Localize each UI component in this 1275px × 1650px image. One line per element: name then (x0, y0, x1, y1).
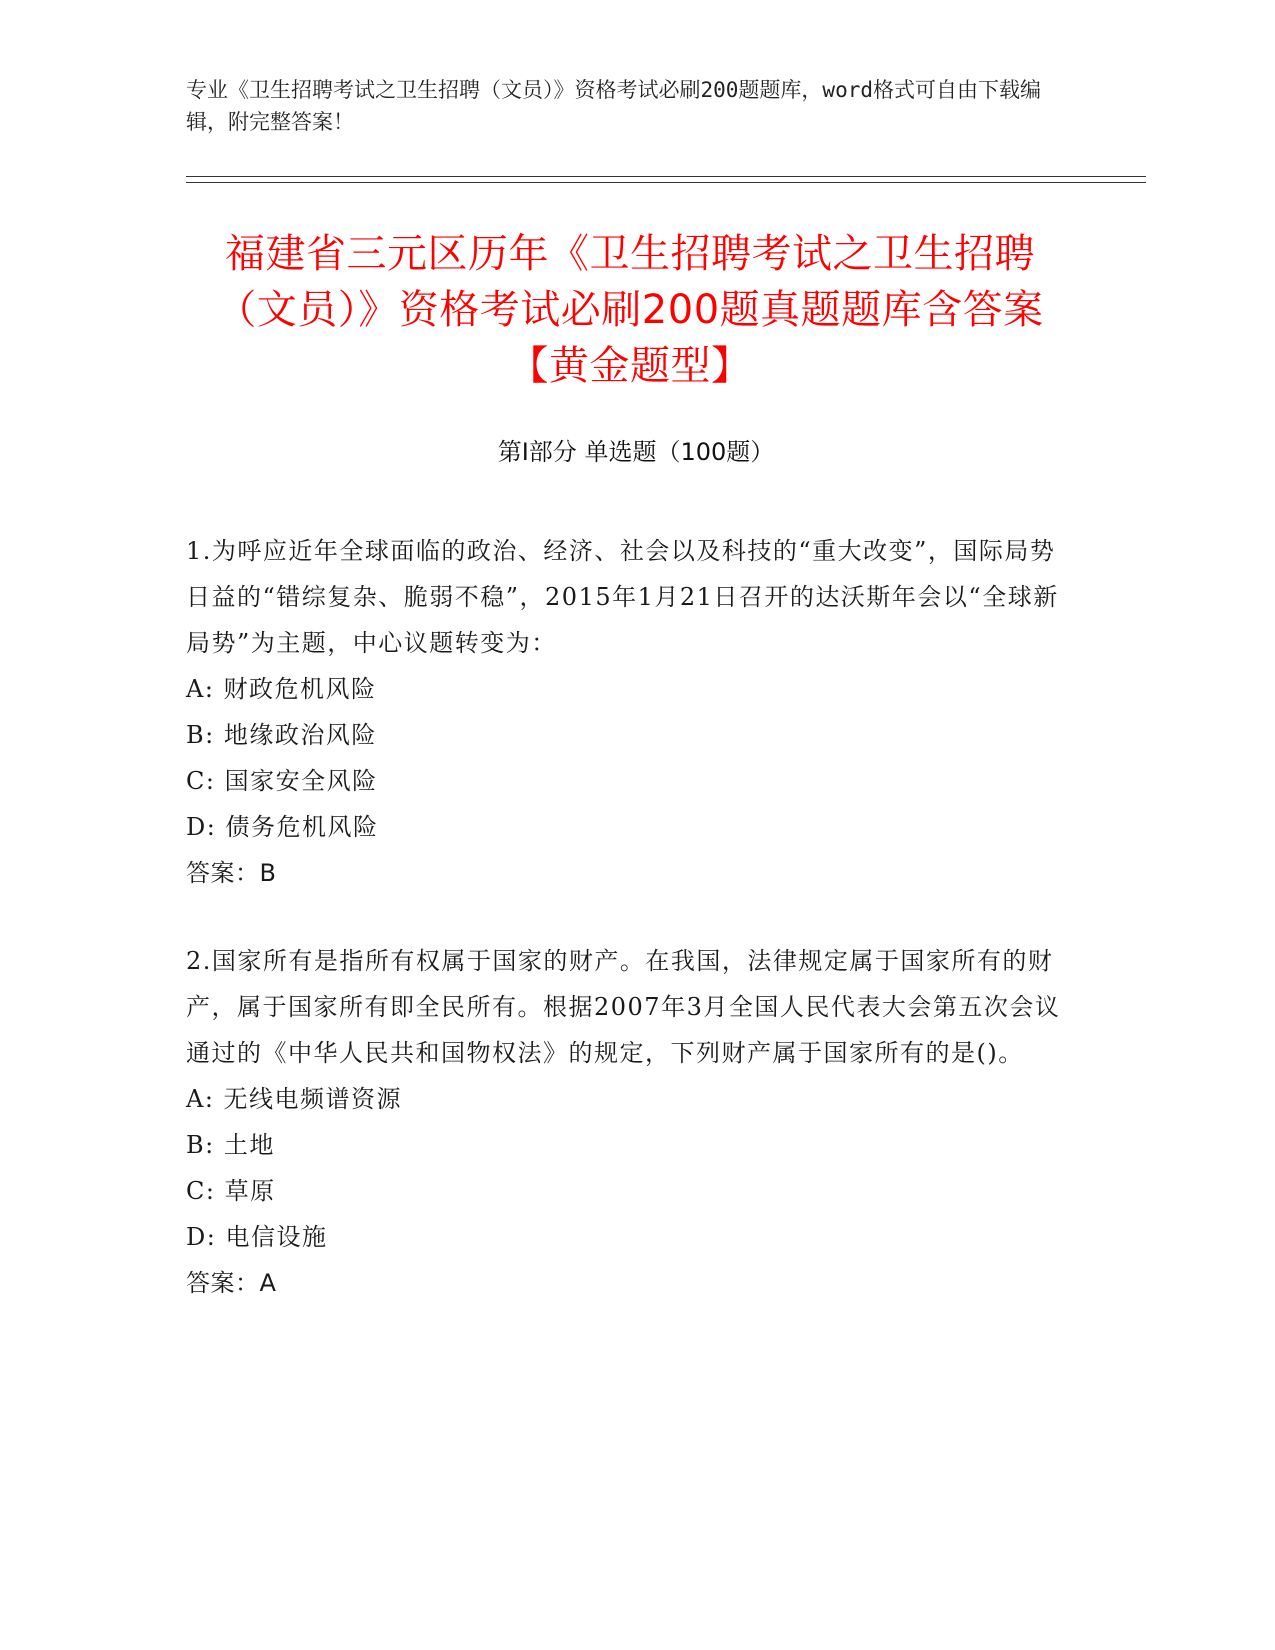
question-stem: 1.为呼应近年全球面临的政治、经济、社会以及科技的“重大改变”，国际局势日益的“错综复杂、脆弱不稳”，2015年1月21日召开的达沃斯年会以“全球新局势”为主题，中心议题转变为： (186, 537, 1059, 657)
question-2 (186, 938, 1066, 1306)
question-stem: 2.国家所有是指所有权属于国家的财产。在我国，法律规定属于国家所有的财产，属于国家所有即全民所有。根据2007年3月全国人民代表大会第五次会议通过的《中华人民共和国物权法》的规定，下列财产属于国家所有的是()。 (186, 947, 1061, 1067)
section-heading: 第Ⅰ部分 单选题（100题） (497, 438, 775, 466)
option-b: B: 地缘政治风险 (186, 721, 377, 749)
option-c: C: 国家安全风险 (186, 767, 378, 795)
document-title: 福建省三元区历年《卫生招聘考试之卫生招聘（文员）》资格考试必刷200题真题题库含答案【黄金题型】 (216, 231, 1044, 389)
option-a: A: 无线电频谱资源 (186, 1085, 403, 1113)
answer: 答案：A (186, 1269, 277, 1297)
answer: 答案：B (186, 859, 277, 887)
option-c: C: 草原 (186, 1177, 276, 1205)
question-1 (186, 528, 1066, 896)
option-b: B: 土地 (186, 1131, 275, 1159)
header-note: 专业《卫生招聘考试之卫生招聘（文员）》资格考试必刷200题题库，word格式可自由下载编辑，附完整答案！ (186, 78, 1041, 134)
option-a: A: 财政危机风险 (186, 675, 377, 703)
header-divider-bottom (186, 182, 1146, 183)
option-d: D: 债务危机风险 (186, 813, 379, 841)
header-divider-top (186, 176, 1146, 177)
option-d: D: 电信设施 (186, 1223, 328, 1251)
